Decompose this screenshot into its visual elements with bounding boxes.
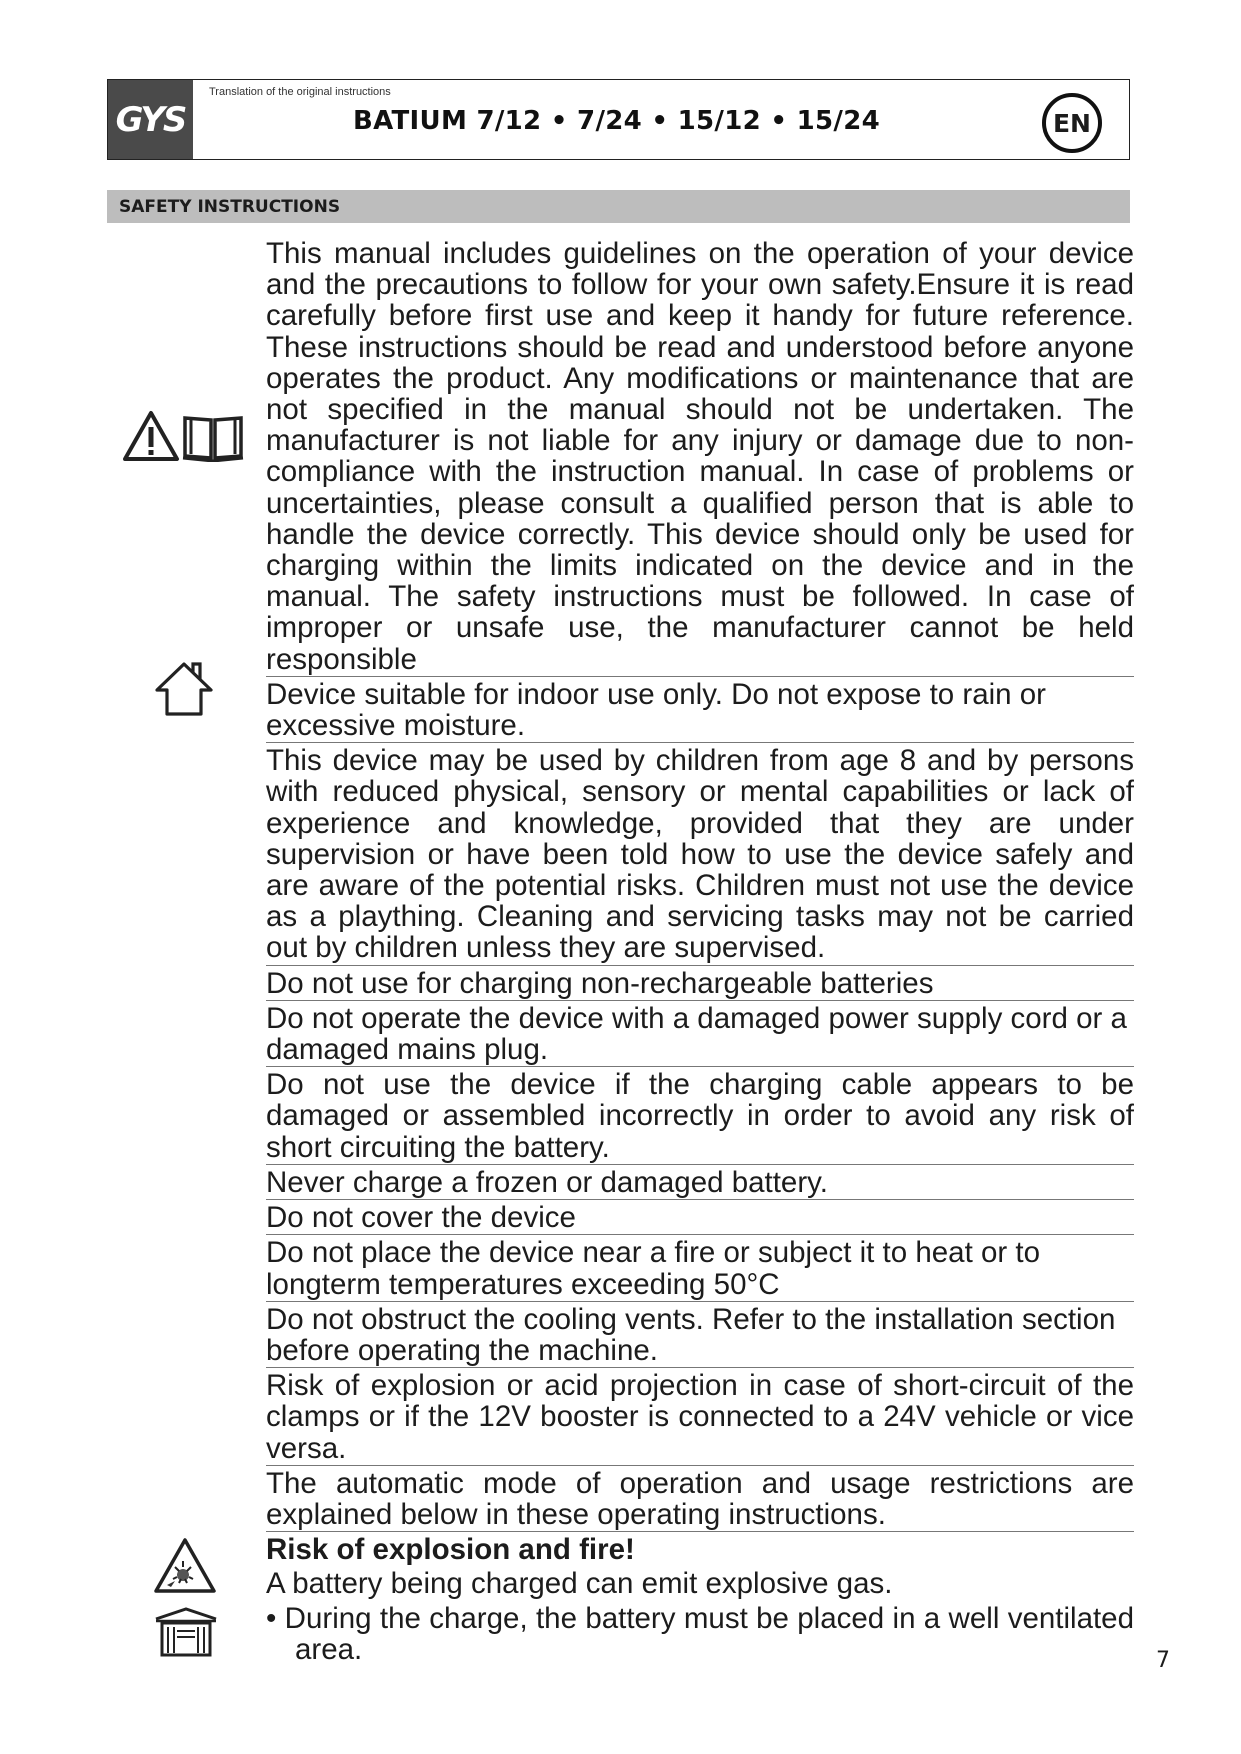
ventilated-shelter-icon [153,1607,219,1657]
damaged-cord-paragraph: Do not operate the device with a damaged power supply cord or a damaged mains plug. [266,1003,1134,1067]
charging-cable-paragraph: Do not use the device if the charging cable appears to be damaged or assembled incorrectly in order to avoid any risk of short circuiting the battery. [266,1068,1134,1164]
model-title: BATIUM 7/12 • 7/24 • 15/12 • 15/24 [353,106,880,136]
explosive-gas-paragraph: A battery being charged can emit explosive gas. [266,1567,893,1601]
safety-content [266,238,1134,1668]
manual-book-icon [181,412,245,462]
warning-icon [122,410,180,462]
section-title: SAFETY INSTRUCTIONS [119,197,341,217]
indoor-use-paragraph: Device suitable for indoor use only. Do not expose to rain or excessive moisture. [266,679,1134,743]
section-header [107,190,1130,223]
intro-paragraph: This manual includes guidelines on the operation of your device and the precautions to follow for your own safety.Ensure it is read carefully before first use and keep it handy for future reference. These instructions should be read and understood before anyone operates the product. Any modifications or maintenance that are not specified in the manual should not be undertaken. The manufacturer is not liable for any injury or damage due to non-compliance with the instruction manual. In case of problems or uncertainties, please consult a qualified person that is able to handle the device correctly. This device should only be used for charging within the limits indicated on the device and in the manual. The safety instructions must be followed. In case of improper or unsafe use, the manufacturer cannot be held responsible [266,237,1134,676]
cooling-vents-paragraph: Do not obstruct the cooling vents. Refer to the installation section before operating the machine. [266,1304,1134,1368]
heat-paragraph: Do not place the device near a fire or subject it to heat or to longterm temperatures exceeding 50°C [266,1237,1134,1301]
frozen-battery-paragraph: Never charge a frozen or damaged battery. [266,1167,1134,1200]
house-icon [153,660,215,718]
automatic-mode-paragraph: The automatic mode of operation and usage restrictions are explained below in these operating instructions. [266,1466,1134,1531]
ventilation-bullet: • During the charge, the battery must be placed in a well ventilated area. [266,1601,1134,1666]
gys-logo: GYS [108,80,193,159]
non-rechargeable-paragraph: Do not use for charging non-rechargeable batteries [266,968,1134,1001]
risk-heading: Risk of explosion and fire! [266,1533,635,1567]
explosion-warning-icon [153,1537,217,1595]
language-badge: EN [1042,93,1102,153]
page-number: 7 [1156,1648,1170,1673]
cover-paragraph: Do not cover the device [266,1202,1134,1235]
translation-subtitle: Translation of the original instructions [209,86,391,98]
explosion-clamps-paragraph: Risk of explosion or acid projection in case of short-circuit of the clamps or if the 12V booster is connected to a 24V vehicle or vice versa. [266,1369,1134,1465]
document-header [107,79,1130,160]
children-paragraph: This device may be used by children from age 8 and by persons with reduced physical, sensory or mental capabilities or lack of experience and knowledge, provided that they are under supervision or have been told how to use the device safely and are aware of the potential risks. Children must not use the device as a plaything. Cleaning and servicing tasks may not be carried out by children unless they are supervised. [266,744,1134,965]
